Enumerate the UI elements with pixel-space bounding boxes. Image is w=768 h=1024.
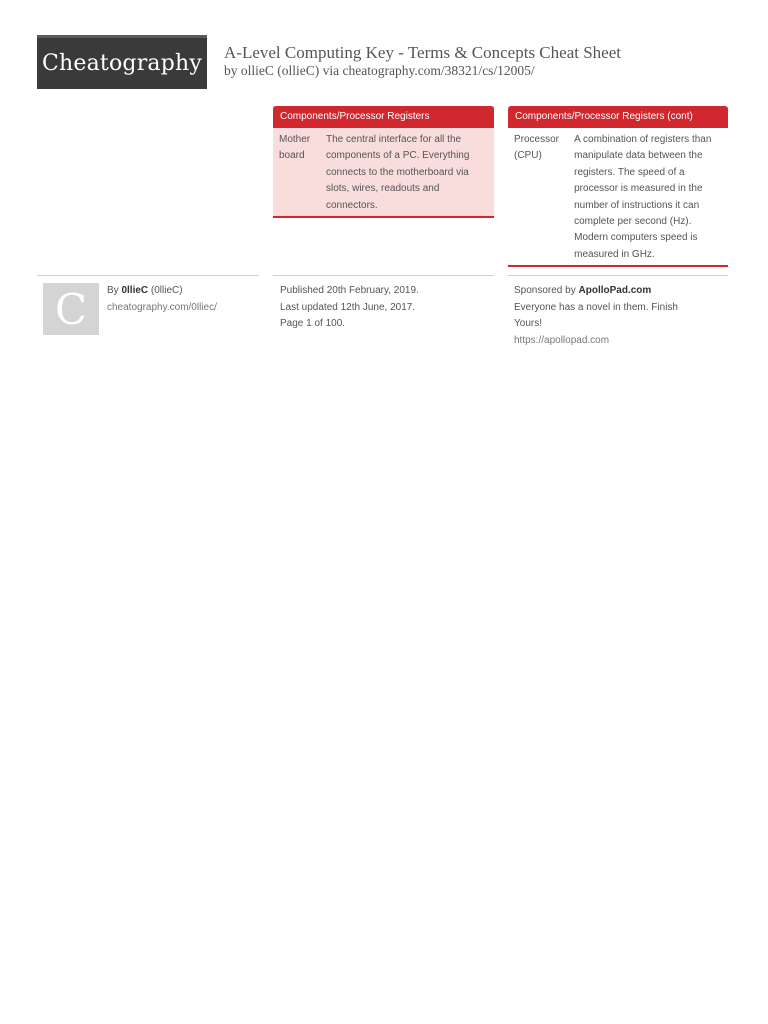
table-row <box>273 128 494 216</box>
sponsor-text-line: Everyone has a novel in them. Finish <box>514 301 678 313</box>
term-cell <box>514 132 574 263</box>
footer-divider <box>508 275 728 276</box>
desc-line: number of instructions it can <box>574 199 700 211</box>
author-line <box>107 283 217 300</box>
desc-line: connectors. <box>326 199 378 211</box>
desc-line: The central interface for all the <box>326 134 462 145</box>
term-line: board <box>279 150 305 162</box>
desc-line: complete per second (Hz). <box>574 216 692 228</box>
author-avatar[interactable]: C <box>43 283 99 335</box>
updated-date: Last updated 12th June, 2017. <box>280 301 416 313</box>
page-number: Page 1 of 100. <box>280 318 346 330</box>
desc-line: processor is measured in the <box>574 183 703 195</box>
footer-author <box>107 283 217 316</box>
footer-divider <box>273 275 494 276</box>
author-url-link[interactable]: cheatography.com/0lliec/ <box>107 301 217 313</box>
term-line: (CPU) <box>514 150 542 162</box>
sponsor-prefix: Sponsored by <box>514 285 579 296</box>
page-subtitle[interactable]: by ollieC (ollieC) via cheatography.com/38321/cs/12005/ <box>224 63 535 78</box>
section-components-registers-cont <box>508 106 728 267</box>
author-name-link[interactable]: 0llieC <box>121 285 149 296</box>
footer-publication-info <box>280 283 419 333</box>
term-cell <box>279 132 326 214</box>
description-cell <box>574 132 722 263</box>
author-prefix: By <box>107 285 122 296</box>
desc-line: Modern computers speed is <box>574 232 698 244</box>
page-title: A-Level Computing Key - Terms & Concepts Cheat Sheet <box>224 43 621 62</box>
sponsor-name-link[interactable]: ApolloPad.com <box>578 285 652 296</box>
footer-divider <box>37 275 259 276</box>
section-components-registers <box>273 106 494 218</box>
section-heading: Components/Processor Registers (cont) <box>508 106 728 128</box>
footer-sponsor <box>514 283 714 349</box>
desc-line: manipulate data between the <box>574 150 703 162</box>
desc-line: components of a PC. Everything <box>326 150 470 162</box>
section-heading: Components/Processor Registers <box>273 106 494 128</box>
desc-line: connects to the motherboard via <box>326 166 469 178</box>
desc-line: slots, wires, readouts and <box>326 183 440 195</box>
published-date: Published 20th February, 2019. <box>280 285 419 296</box>
table-row <box>508 128 728 265</box>
desc-line: measured in GHz. <box>574 248 655 260</box>
sponsor-text-line: Yours! <box>514 318 542 330</box>
term-line: Processor <box>514 134 560 145</box>
description-cell <box>326 132 486 214</box>
term-line: Mother <box>279 134 311 145</box>
author-handle: (0llieC) <box>148 285 183 296</box>
cheatography-logo[interactable]: Cheatography <box>37 35 207 89</box>
desc-line: registers. The speed of a <box>574 166 685 178</box>
sponsor-line <box>514 283 714 300</box>
desc-line: A combination of registers than <box>574 134 712 145</box>
sponsor-url-link[interactable]: https://apollopad.com <box>514 334 610 346</box>
